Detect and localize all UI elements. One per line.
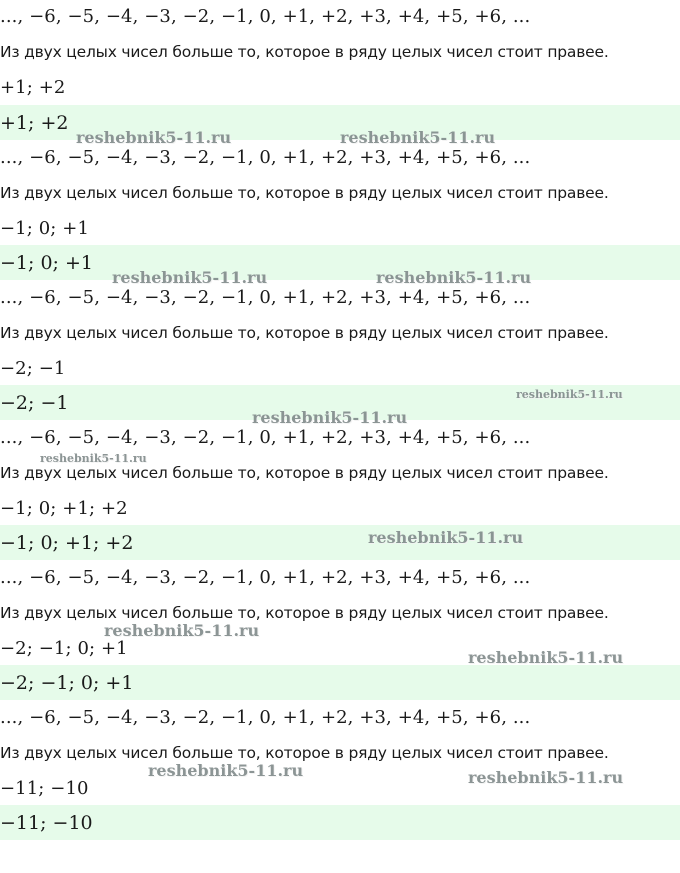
answer-line: −2; −1 [0,392,69,414]
watermark: reshebnik5-11.ru [468,768,624,787]
watermark: reshebnik5-11.ru [368,528,524,547]
watermark: reshebnik5-11.ru [104,621,260,640]
watermark: reshebnik5-11.ru [468,648,624,667]
watermark: reshebnik5-11.ru [340,128,496,147]
integer-sequence: ..., −6, −5, −4, −3, −2, −1, 0, +1, +2, +3, +4, +5, +6, ... [0,6,531,27]
answer-line: −2; −1; 0; +1 [0,672,134,694]
integer-sequence: ..., −6, −5, −4, −3, −2, −1, 0, +1, +2, +3, +4, +5, +6, ... [0,287,531,308]
watermark: reshebnik5-11.ru [252,408,408,427]
comparison-rule: Из двух целых чисел больше то, которое в ряду целых чисел стоит правее. [0,604,609,622]
answer-line: −11; −10 [0,812,93,834]
integer-sequence: ..., −6, −5, −4, −3, −2, −1, 0, +1, +2, +3, +4, +5, +6, ... [0,147,531,168]
watermark: reshebnik5-11.ru [112,268,268,287]
answer-line: −1; 0; +1 [0,252,93,274]
comparison-rule: Из двух целых чисел больше то, которое в ряду целых чисел стоит правее. [0,464,609,482]
number-list: −1; 0; +1; +2 [0,498,128,519]
number-list: −11; −10 [0,778,89,799]
number-list: −2; −1 [0,358,66,379]
watermark: reshebnik5-11.ru [148,761,304,780]
answer-line: +1; +2 [0,112,69,134]
answer-band [0,805,680,840]
watermark: reshebnik5-11.ru [76,128,232,147]
watermark: reshebnik5-11.ru [40,452,147,465]
comparison-rule: Из двух целых чисел больше то, которое в ряду целых чисел стоит правее. [0,324,609,342]
answer-band [0,245,680,280]
number-list: −2; −1; 0; +1 [0,638,128,659]
watermark: reshebnik5-11.ru [376,268,532,287]
number-list: −1; 0; +1 [0,218,89,239]
comparison-rule: Из двух целых чисел больше то, которое в ряду целых чисел стоит правее. [0,43,609,61]
watermark: reshebnik5-11.ru [516,388,623,401]
comparison-rule: Из двух целых чисел больше то, которое в ряду целых чисел стоит правее. [0,184,609,202]
integer-sequence: ..., −6, −5, −4, −3, −2, −1, 0, +1, +2, +3, +4, +5, +6, ... [0,567,531,588]
comparison-rule: Из двух целых чисел больше то, которое в ряду целых чисел стоит правее. [0,744,609,762]
answer-line: −1; 0; +1; +2 [0,532,134,554]
integer-sequence: ..., −6, −5, −4, −3, −2, −1, 0, +1, +2, +3, +4, +5, +6, ... [0,707,531,728]
number-list: +1; +2 [0,77,66,98]
integer-sequence: ..., −6, −5, −4, −3, −2, −1, 0, +1, +2, +3, +4, +5, +6, ... [0,427,531,448]
